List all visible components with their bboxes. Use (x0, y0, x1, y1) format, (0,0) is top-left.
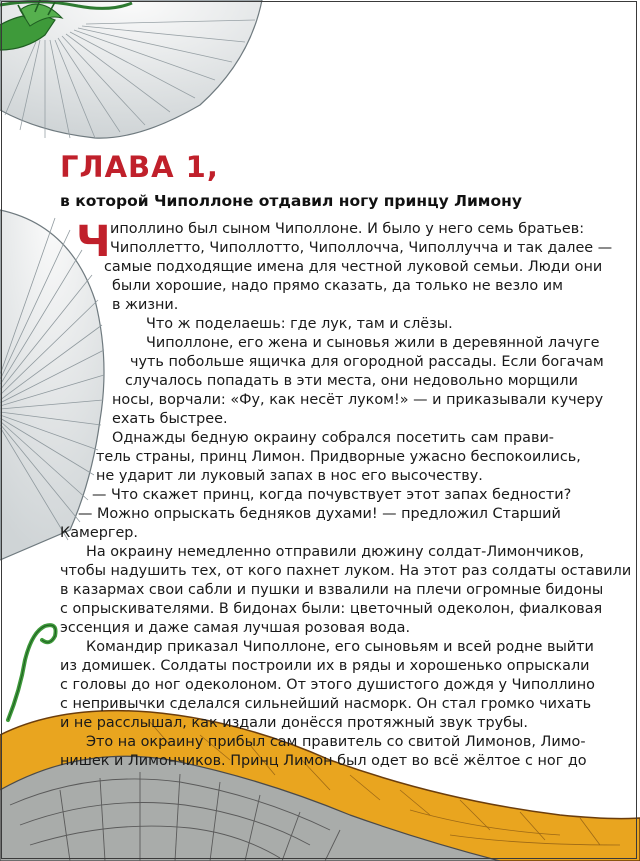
text-line: не ударит ли луковый запах в нос его высочеству. (96, 468, 483, 484)
curly-sprout-icon (8, 625, 56, 720)
text-line: тель страны, принц Лимон. Придворные ужасно беспокоились, (96, 449, 581, 465)
text-line: — Можно опрыскать бедняков духами! — предложил Старший (78, 506, 561, 522)
text-line: чуть побольше ящичка для огородной рассады. Если богачам (130, 354, 604, 370)
drop-cap: Ч (76, 217, 111, 267)
text-line: Командир приказал Чиполлоне, его сыновьям и всей родне выйти (86, 639, 594, 655)
chapter-title: ГЛАВА 1, (60, 150, 219, 184)
text-line: в жизни. (112, 297, 179, 313)
onion-petals-icon (0, 0, 262, 138)
text-line: нишек и Лимончиков. Принц Лимон был одет во всё жёлтое с ног до (60, 753, 587, 769)
text-line: Однажды бедную окраину собрался посетить сам прави- (112, 430, 554, 446)
text-line: случалось попадать в эти места, они недовольно морщили (125, 373, 578, 389)
text-line: Камергер. (60, 525, 139, 541)
text-line: с головы до ног одеколоном. От этого душистого дождя у Чиполлино (60, 677, 595, 693)
text-line: ехать быстрее. (112, 411, 228, 427)
chapter-subtitle: в которой Чиполлоне отдавил ногу принцу Лимону (60, 192, 522, 210)
text-line: и не расслышал, как издали донёсся протяжный звук трубы. (60, 715, 528, 731)
text-line: были хорошие, надо прямо сказать, да только не везло им (112, 278, 563, 294)
text-line: Это на окраину прибыл сам правитель со свитой Лимонов, Лимо- (86, 734, 586, 750)
text-line: эссенция и даже самая лучшая розовая вода. (60, 620, 411, 636)
text-line: самые подходящие имена для честной луковой семьи. Люди они (104, 259, 603, 275)
text-line: иполлино был сыном Чиполлоне. И было у него семь братьев: (110, 221, 585, 237)
text-line: Что ж поделаешь: где лук, там и слёзы. (146, 316, 453, 332)
text-line: с непривычки сделался сильнейший насморк. Он стал громко чихать (60, 696, 592, 712)
text-line: с опрыскивателями. В бидонах были: цветочный одеколон, фиалковая (60, 601, 603, 617)
text-line: из домишек. Солдаты построили их в ряды и хорошенько опрыскали (60, 658, 590, 674)
text-line: Чиполлетто, Чиполлотто, Чиполлочча, Чиполлучча и так далее — (110, 240, 613, 256)
text-line: — Что скажет принц, когда почувствует этот запах бедности? (92, 487, 572, 503)
text-line: носы, ворчали: «Фу, как несёт луком!» — и приказывали кучеру (112, 392, 604, 408)
text-line: На окраину немедленно отправили дюжину солдат-Лимончиков, (86, 544, 584, 560)
text-line: в казармах свои сабли и пушки и взвалили на плечи огромные бидоны (60, 582, 604, 598)
text-line: чтобы надушить тех, от кого пахнет луком. На этот раз солдаты оставили (60, 563, 632, 579)
text-line: Чиполлоне, его жена и сыновья жили в деревянной лачуге (146, 335, 600, 351)
